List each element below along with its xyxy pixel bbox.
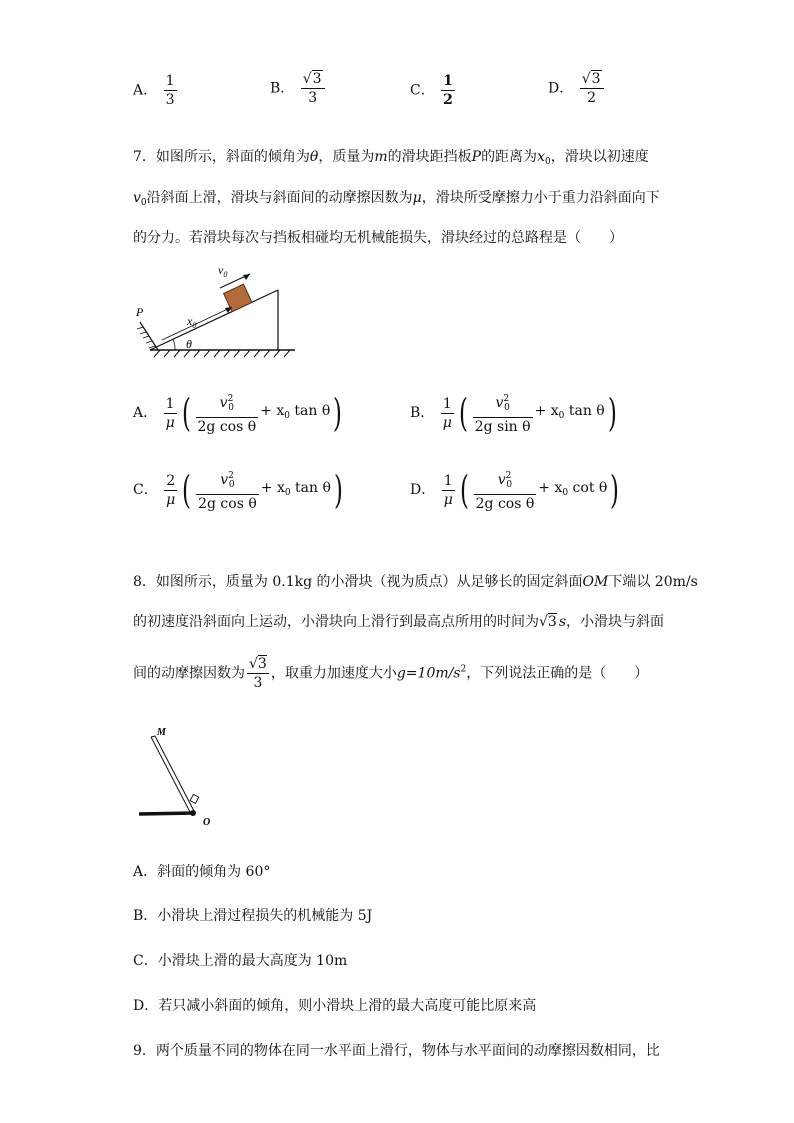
q7-option-b: B． $\frac{1}{\mu}$ ( $\frac{v^2_0}{\text{2g sin θ}}$ + $x_0$ tan θ)	[410, 391, 617, 435]
q8-incline-figure	[135, 725, 225, 835]
incline-om-edge	[155, 736, 194, 811]
option-label: C．	[410, 82, 435, 99]
q8-line-3: 间的动摩擦因数为 $\frac{√3}{3}$ ，取重力加速度大小$g=10m/s^2$，下列说法正确的是（ ）	[133, 656, 649, 691]
fraction: $\frac{1}{2}$	[443, 73, 453, 108]
q6-option-d	[548, 70, 606, 107]
q6-option-a	[133, 72, 179, 109]
q7-incline-figure	[130, 260, 305, 360]
q7-option-d: D． $\frac{1}{\mu}$ ( $\frac{v^2_0}{\text{2g cos θ}}$ + $x_0$ cot θ)	[410, 468, 620, 512]
q7-line-3: 的分力。若滑块每次与挡板相碰均无机械能损失，滑块经过的总路程是（ ）	[133, 230, 623, 246]
sliding-block	[224, 284, 252, 311]
incline-surface	[150, 290, 278, 350]
q7-option-c: C． $\frac{2}{\mu}$ ( $\frac{v^2_0}{\text{2g cos θ}}$ + $x_0$ tan θ)	[133, 468, 343, 512]
label-theta: θ	[186, 337, 192, 351]
q8-option-d: D．若只减小斜面的倾角，则小滑块上滑的最大高度可能比原来高	[133, 998, 537, 1014]
q7-line-2: $v_0$沿斜面上滑，滑块与斜面间的动摩擦因数为μ，滑块所受摩擦力小于重力沿斜面向下	[133, 190, 660, 208]
q8-line-2: 的初速度沿斜面向上运动，小滑块向上滑行到最高点所用的时间为√3 s，小滑块与斜面	[133, 614, 665, 630]
distance-arrow	[162, 307, 232, 340]
label-p: P	[136, 305, 144, 319]
fraction: $\frac{√3}{3}$	[301, 70, 325, 107]
fraction: $\frac{√3}{2}$	[580, 70, 604, 107]
small-block	[190, 794, 199, 803]
q8-line-1: 8．如图所示，质量为 0.1kg 的小滑块（视为质点）从足够长的固定斜面OM下端以 20m/s	[133, 574, 698, 590]
angle-arc	[173, 339, 175, 350]
q8-option-a: A．斜面的倾角为 60°	[133, 864, 271, 880]
label-o: O	[203, 817, 211, 828]
q8-option-b: B．小滑块上滑过程损失的机械能为 5J	[133, 908, 373, 924]
q7-option-a: A． $\frac{1}{\mu}$ ( $\frac{v^2_0}{\text{2g cos θ}}$ + $x_0$ tan θ)	[133, 391, 343, 435]
q8-option-c: C．小滑块上滑的最大高度为 10m	[133, 953, 348, 969]
fraction: $\frac{1}{3}$	[165, 73, 175, 108]
q6-option-b	[270, 70, 327, 107]
q7-line-1: 7．如图所示，斜面的倾角为θ，质量为m的滑块距挡板P的距离为$x_0$，滑块以初速度	[133, 149, 649, 167]
label-m: M	[157, 727, 166, 738]
q6-option-c	[410, 72, 457, 109]
ground-hatch	[154, 350, 290, 357]
option-label: B．	[270, 80, 295, 97]
option-label: D．	[548, 80, 574, 97]
pivot-o	[190, 810, 196, 816]
label-x0: $x_0$	[187, 314, 197, 330]
barrier-hatch	[137, 327, 155, 348]
q9-line-1: 9．两个质量不同的物体在同一水平面上滑行，物体与水平面间的动摩擦因数相同，比	[133, 1043, 660, 1059]
label-v0: $v_0$	[218, 263, 228, 279]
option-label: A．	[133, 82, 158, 99]
incline-om	[151, 737, 190, 812]
ground-bar	[139, 813, 195, 814]
